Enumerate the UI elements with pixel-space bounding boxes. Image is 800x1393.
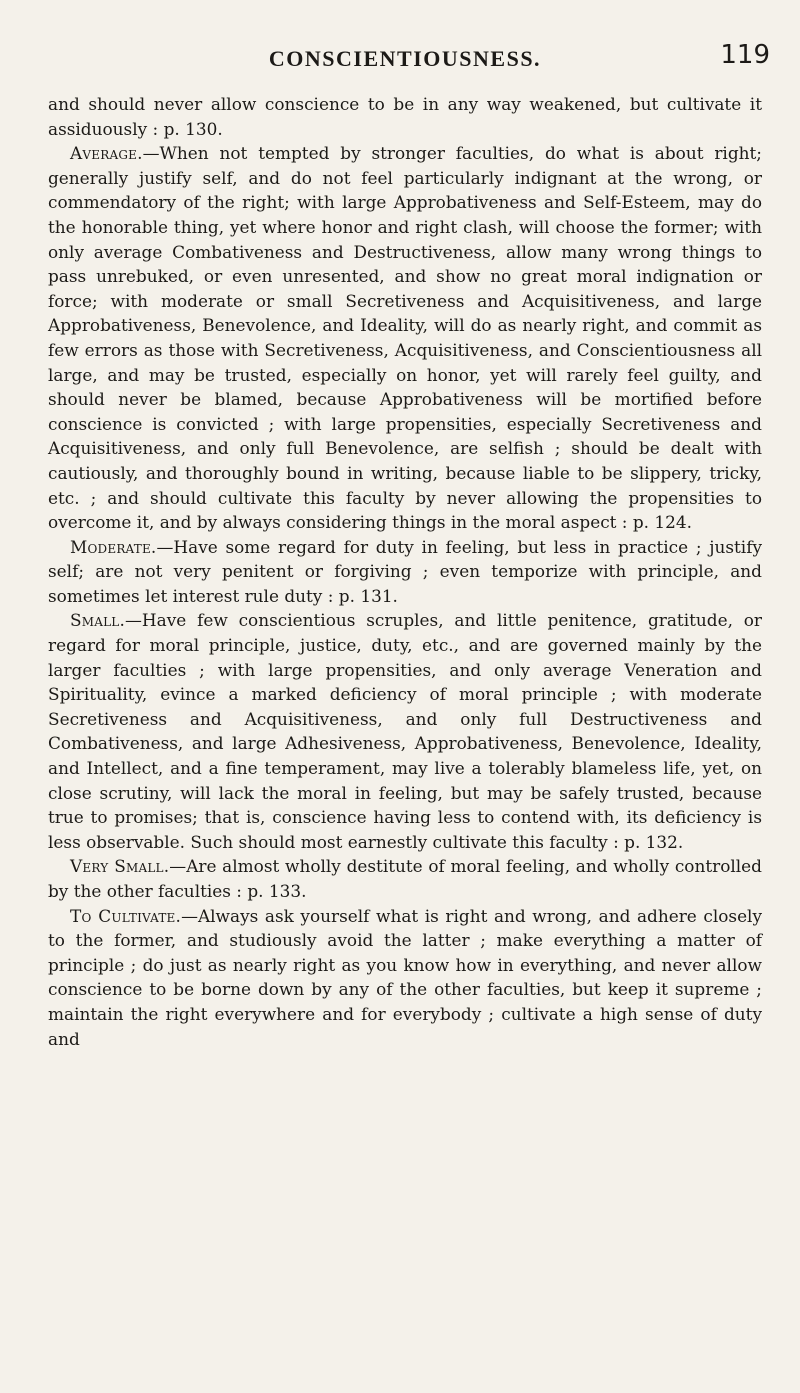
paragraph-text: —Have some regard for duty in feeling, but less in practice ; justify self; are not very penitent or forgiving ; even temporize with principle, and sometimes let interest rule duty : p. 131.	[48, 536, 762, 606]
paragraph-text: —Always ask yourself what is right and wrong, and adhere closely to the former, and studiously avoid the latter ; make everything a matter of principle ; do just as nearly right as you know how in everything, and never allow conscience to be borne down by any of the other faculties, but keep it supreme ; maintain the right everywhere and for everybody ; cultivate a high sense of duty and	[48, 905, 763, 1049]
section-lead-moderate: Moderate.	[70, 536, 157, 557]
paragraph-small	[48, 608, 762, 854]
section-lead-small: Small.	[70, 610, 126, 631]
body-text	[48, 92, 762, 1051]
page-number: 119	[720, 40, 770, 70]
paragraph-moderate	[48, 535, 762, 609]
running-title: CONSCIENTIOUSNESS.	[268, 46, 542, 71]
paragraph-text: —Are almost wholly destitute of moral feeling, and wholly controlled by the other faculties : p. 133.	[48, 856, 762, 901]
paragraph-to-cultivate	[48, 904, 762, 1052]
running-head	[48, 40, 770, 92]
section-lead-to-cultivate: To Cultivate.	[70, 905, 182, 926]
paragraph-text: —When not tempted by stronger faculties, do what is about right; generally justify self, and do not feel particularly indignant at the wrong, or commendatory of the right; with large Approbativeness and Self-Esteem, may do the honorable thing, yet where honor and right clash, will choose the former; with only average Combativeness and Destructiveness, allow many wrong things to pass unrebuked, or even unresented, and show no great moral indignation or force; with moderate or small Secretiveness and Acquisitiveness, and large Approbativeness, Benevolence, and Ideality, will do as nearly right, and commit as few errors as those with Secretiveness, Acquisitiveness, and Conscientiousness all large, and may be trusted, especially on honor, yet will rarely feel guilty, and should never be blamed, because Approbativeness will be mortified before conscience is convicted ; with large propensities, especially Secretiveness and Acquisitiveness, and only full Benevolence, are selfish ; should be dealt with cautiously, and thoroughly bound in writing, because liable to be slippery, tricky, etc. ; and should cultivate this faculty by never allowing the propensities to overcome it, and by always considering things in the moral aspect : p. 124.	[48, 143, 762, 533]
paragraph-text: and should never allow conscience to be in any way weakened, but cultivate it assiduously : p. 130.	[48, 94, 762, 139]
paragraph-very-small	[48, 854, 762, 903]
section-lead-average: Average.	[70, 143, 143, 164]
paragraph-average	[48, 141, 762, 535]
section-lead-very-small: Very Small.	[70, 856, 170, 877]
book-page	[48, 40, 770, 1051]
paragraph-text: —Have few conscientious scruples, and little penitence, gratitude, or regard for moral principle, justice, duty, etc., and are governed mainly by the larger faculties ; with large propensities, and only average Veneration and Spirituality, evince a marked deficiency of moral principle ; with moderate Secretiveness and Acquisitiveness, and only full Destructiveness and Combativeness, and large Adhesiveness, Approbativeness, Benevolence, Ideality, and Intellect, and a fine temperament, may live a tolerably blameless life, yet, on close scrutiny, will lack the moral in feeling, but may be safely trusted, because true to promises; that is, conscience having less to contend with, its deficiency is less observable. Such should most earnestly cultivate this faculty : p. 132.	[48, 610, 762, 852]
paragraph-continuation	[48, 92, 762, 141]
